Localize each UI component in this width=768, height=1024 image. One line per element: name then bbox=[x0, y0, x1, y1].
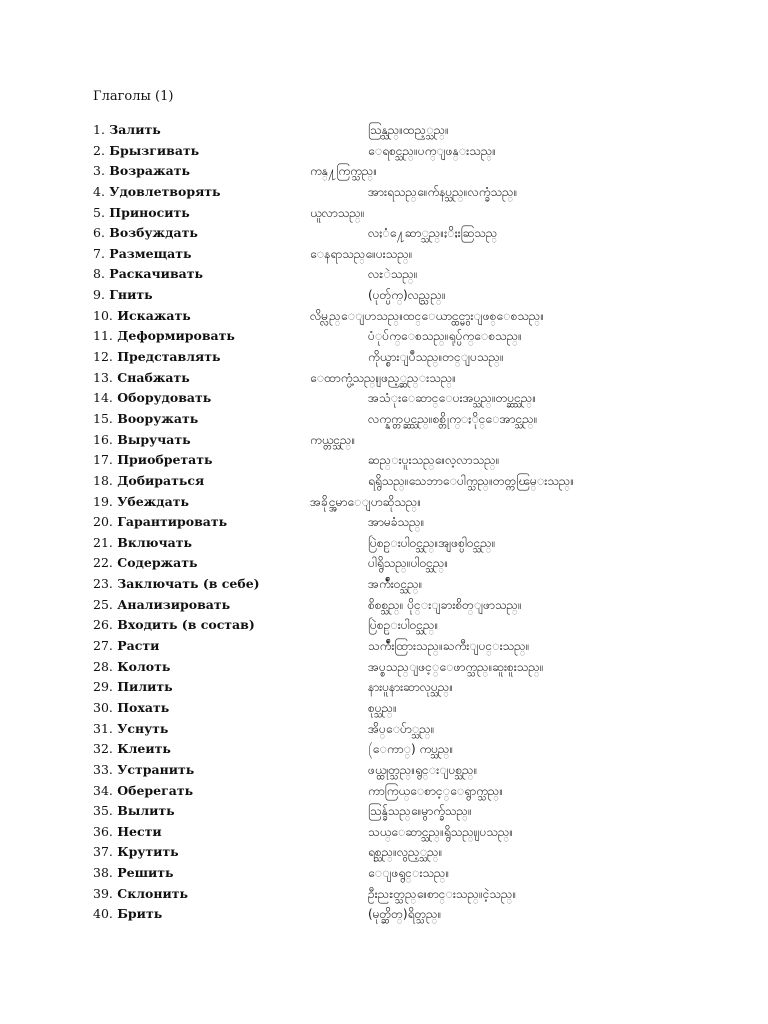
russian-verb bbox=[93, 801, 175, 821]
russian-word: Гнить bbox=[109, 287, 153, 303]
russian-word: Анализировать bbox=[117, 596, 231, 612]
myanmar-translation: အိပ္ေပ်ာ္သည္။ bbox=[368, 721, 435, 736]
myanmar-translation: ပါရွိသည္။ပါဝင္သည္။ bbox=[368, 556, 449, 571]
russian-verb bbox=[93, 492, 189, 512]
russian-verb bbox=[93, 615, 255, 635]
list-item bbox=[0, 657, 768, 678]
item-number: 36. bbox=[93, 823, 113, 839]
russian-word: Залить bbox=[109, 122, 161, 137]
item-number: 5. bbox=[93, 204, 105, 220]
myanmar-translation: ဦးညႊတ္သည္။ေစာင္းသည္။ငဲ့သည္။ bbox=[368, 886, 517, 901]
myanmar-translation: အာမခံသည္။ bbox=[368, 515, 425, 530]
russian-word: Уснуть bbox=[117, 720, 169, 736]
russian-word: Оберегать bbox=[117, 782, 194, 798]
list-item bbox=[0, 512, 768, 533]
myanmar-translation: (ေကာ္) ကပ္သည္။ bbox=[368, 742, 454, 757]
list-item bbox=[0, 264, 768, 285]
myanmar-translation: အားရသည္။ေက်နပ္သည္။လက္ခံသည္။ bbox=[368, 184, 518, 199]
item-number: 29. bbox=[93, 679, 113, 695]
russian-word: Возражать bbox=[109, 163, 190, 179]
item-number: 3. bbox=[93, 163, 105, 179]
item-number: 7. bbox=[93, 245, 105, 261]
myanmar-translation: ကိုယ္စားျပဳသည္။တင္ျပသည္။ bbox=[368, 350, 504, 365]
item-number: 18. bbox=[93, 472, 113, 488]
myanmar-translation: လိမ္လည္ေျပာသည္။ထင္ေယာင္ထင္မွားျဖစ္ေစသည္။ bbox=[310, 308, 545, 323]
russian-word: Устранить bbox=[117, 761, 195, 777]
russian-verb bbox=[93, 161, 190, 181]
myanmar-translation: (ပုတ္ပ်က္)လည္သည္။ bbox=[368, 288, 446, 303]
list-item bbox=[0, 285, 768, 306]
item-number: 10. bbox=[93, 307, 113, 323]
russian-word: Представлять bbox=[117, 349, 221, 365]
russian-verb bbox=[93, 760, 194, 780]
russian-word: Склонить bbox=[117, 885, 189, 901]
russian-verb bbox=[93, 182, 221, 202]
list-item bbox=[0, 306, 768, 327]
russian-verb bbox=[93, 409, 198, 429]
list-item bbox=[0, 904, 768, 925]
russian-verb bbox=[93, 677, 173, 697]
item-number: 9. bbox=[93, 287, 105, 303]
myanmar-translation: အသံုးေဆာင္ေပးအပ္သည္။တပ္ဆင္သည္။ bbox=[368, 391, 537, 406]
russian-verb bbox=[93, 368, 190, 388]
russian-verb bbox=[93, 595, 230, 615]
myanmar-translation: ေထာက္ပံ့သည္။ျဖည့္ဆည္းသည္။ bbox=[310, 370, 457, 385]
item-number: 1. bbox=[93, 122, 105, 137]
item-number: 2. bbox=[93, 142, 105, 158]
myanmar-translation: လက္နက္တပ္ဆင္သည္။စစ္တိုက္ႏိုင္ေအာင္သည္။ bbox=[368, 411, 538, 426]
item-number: 8. bbox=[93, 266, 105, 282]
item-number: 28. bbox=[93, 658, 113, 674]
russian-word: Пилить bbox=[117, 679, 173, 695]
myanmar-translation: (မုတ္ဆိတ္)ရိတ္သည္။ bbox=[368, 907, 442, 922]
russian-verb bbox=[93, 471, 204, 491]
list-item bbox=[0, 781, 768, 802]
russian-verb bbox=[93, 244, 191, 264]
myanmar-translation: ေျဖရွင္းသည္။ bbox=[368, 866, 450, 881]
russian-verb bbox=[93, 533, 192, 553]
russian-word: Добираться bbox=[117, 472, 205, 488]
russian-verb bbox=[93, 512, 227, 532]
list-item bbox=[0, 347, 768, 368]
list-item bbox=[0, 161, 768, 182]
list-item bbox=[0, 760, 768, 781]
russian-verb bbox=[93, 822, 162, 842]
myanmar-translation: ရရွိသည္။သေဘာေပါက္သည္။တတ္ကၽြမ္းသည္။ bbox=[368, 473, 575, 488]
list-item bbox=[0, 244, 768, 265]
list-item bbox=[0, 595, 768, 616]
russian-verb bbox=[93, 203, 190, 223]
item-number: 35. bbox=[93, 803, 113, 819]
myanmar-translation: ကန္႔ကြက္သည္။ bbox=[310, 164, 378, 179]
list-item bbox=[0, 636, 768, 657]
russian-verb bbox=[93, 698, 169, 718]
item-number: 21. bbox=[93, 534, 113, 550]
item-number: 27. bbox=[93, 638, 113, 654]
russian-word: Брить bbox=[117, 906, 163, 922]
myanmar-translation: ကယ္တင္သည္။ bbox=[310, 432, 356, 447]
list-item bbox=[0, 492, 768, 513]
russian-word: Выручать bbox=[117, 431, 191, 447]
russian-verb bbox=[93, 326, 235, 346]
list-item bbox=[0, 739, 768, 760]
russian-verb bbox=[93, 120, 161, 140]
russian-word: Включать bbox=[117, 534, 192, 550]
myanmar-translation: လႈံ႔ေဆာ္သည္။ႏိႈးဆြသည္ bbox=[368, 226, 498, 241]
russian-word: Расти bbox=[117, 638, 160, 654]
item-number: 33. bbox=[93, 761, 113, 777]
russian-word: Раскачивать bbox=[109, 266, 203, 282]
list-item bbox=[0, 182, 768, 203]
russian-word: Деформировать bbox=[117, 328, 235, 344]
russian-word: Вылить bbox=[117, 803, 175, 819]
list-item bbox=[0, 120, 768, 141]
list-item bbox=[0, 615, 768, 636]
myanmar-translation: အပ္စသည္ျဖင့္ေဖာက္သည္။ဆူးစူးသည္။ bbox=[368, 659, 544, 674]
russian-verb bbox=[93, 904, 162, 924]
list-item bbox=[0, 471, 768, 492]
item-number: 13. bbox=[93, 369, 113, 385]
list-item bbox=[0, 203, 768, 224]
item-number: 30. bbox=[93, 699, 113, 715]
myanmar-translation: လႊဲသည္။ bbox=[368, 267, 418, 282]
russian-word: Приносить bbox=[109, 204, 190, 220]
myanmar-translation: ပြဲစဥ္းပါဝင္သည္။ bbox=[368, 618, 439, 633]
list-item bbox=[0, 450, 768, 471]
myanmar-translation: ယူလာသည္။ bbox=[310, 205, 365, 220]
list-item bbox=[0, 884, 768, 905]
myanmar-translation: အက်ဳံးဝင္သည္။ bbox=[368, 577, 423, 592]
russian-verb bbox=[93, 574, 260, 594]
item-number: 34. bbox=[93, 782, 113, 798]
russian-word: Гарантировать bbox=[117, 514, 228, 530]
russian-verb bbox=[93, 636, 159, 656]
myanmar-translation: ပြဲစဥ္းပါဝင္သည္။အျဖစ္ပါဝင္သည္။ bbox=[368, 535, 496, 550]
page-title: Глаголы (1) bbox=[93, 89, 174, 104]
item-number: 32. bbox=[93, 741, 113, 757]
russian-word: Снабжать bbox=[117, 369, 190, 385]
myanmar-translation: ေရစင္သည္။ပက္ျဖန္းသည္။ bbox=[368, 143, 497, 158]
list-item bbox=[0, 533, 768, 554]
item-number: 40. bbox=[93, 906, 113, 922]
item-number: 26. bbox=[93, 617, 113, 633]
item-number: 11. bbox=[93, 328, 113, 344]
myanmar-translation: ရစ္သည္။လွည့္သည္။ bbox=[368, 845, 443, 860]
russian-verb bbox=[93, 285, 153, 305]
russian-word: Заключать (в себе) bbox=[117, 576, 260, 592]
myanmar-translation: သယ္ေဆာင္သည္။ရွိသည္။ျပသည္။ bbox=[368, 824, 514, 839]
russian-verb bbox=[93, 842, 179, 862]
russian-word: Похать bbox=[117, 699, 170, 715]
myanmar-translation: ေနရာသည္။ေပးသည္။ bbox=[310, 246, 413, 261]
myanmar-translation: ကာကြယ္ေစာင့္ေရွာက္သည္။ bbox=[368, 783, 504, 798]
russian-word: Оборудовать bbox=[117, 390, 212, 406]
item-number: 39. bbox=[93, 885, 113, 901]
item-number: 6. bbox=[93, 225, 105, 241]
russian-verb bbox=[93, 223, 198, 243]
list-item bbox=[0, 368, 768, 389]
myanmar-translation: သြန္သည္။ထည့္သည္။ bbox=[368, 123, 449, 137]
list-item bbox=[0, 677, 768, 698]
item-number: 19. bbox=[93, 493, 113, 509]
russian-word: Содержать bbox=[117, 555, 198, 571]
russian-verb bbox=[93, 306, 191, 326]
myanmar-translation: ဆည္းပူးသည္။ေလ့လာသည္။ bbox=[368, 453, 500, 468]
item-number: 22. bbox=[93, 555, 113, 571]
russian-verb bbox=[93, 141, 199, 161]
list-item bbox=[0, 574, 768, 595]
russian-word: Искажать bbox=[117, 307, 191, 323]
item-number: 23. bbox=[93, 576, 113, 592]
russian-word: Приобретать bbox=[117, 452, 213, 468]
myanmar-translation: ဖယ္ထုတ္သည္။ရွင္းျပစ္သည္။ bbox=[368, 762, 478, 777]
russian-verb bbox=[93, 430, 191, 450]
russian-word: Размещать bbox=[109, 245, 192, 261]
russian-word: Колоть bbox=[117, 658, 171, 674]
russian-word: Возбуждать bbox=[109, 225, 198, 241]
russian-verb bbox=[93, 863, 174, 883]
russian-word: Крутить bbox=[117, 844, 179, 860]
item-number: 25. bbox=[93, 596, 113, 612]
russian-word: Вооружать bbox=[117, 410, 199, 426]
list-item bbox=[0, 719, 768, 740]
list-item bbox=[0, 553, 768, 574]
russian-verb bbox=[93, 388, 211, 408]
list-item bbox=[0, 326, 768, 347]
russian-verb bbox=[93, 781, 193, 801]
russian-verb bbox=[93, 450, 213, 470]
russian-verb bbox=[93, 347, 221, 367]
item-number: 17. bbox=[93, 452, 113, 468]
item-number: 14. bbox=[93, 390, 113, 406]
list-item bbox=[0, 822, 768, 843]
list-item bbox=[0, 863, 768, 884]
myanmar-translation: အခိုင္အမာေျပာဆိုသည္။ bbox=[310, 494, 422, 509]
item-number: 16. bbox=[93, 431, 113, 447]
item-number: 15. bbox=[93, 410, 113, 426]
russian-word: Решить bbox=[117, 865, 174, 881]
myanmar-translation: နားပူနားဆာလုပ္သည္။ bbox=[368, 680, 454, 695]
russian-word: Брызгивать bbox=[109, 142, 200, 158]
list-item bbox=[0, 388, 768, 409]
russian-verb bbox=[93, 264, 203, 284]
item-number: 4. bbox=[93, 183, 105, 199]
myanmar-translation: စုပ္သည္။ bbox=[368, 700, 397, 715]
list-item bbox=[0, 141, 768, 162]
list-item bbox=[0, 430, 768, 451]
myanmar-translation: ပံုပ်က္ေစသည္။ရုပ္ပ်က္ေစသည္။ bbox=[368, 329, 522, 344]
list-item bbox=[0, 409, 768, 430]
item-number: 37. bbox=[93, 844, 113, 860]
item-number: 12. bbox=[93, 349, 113, 365]
item-number: 38. bbox=[93, 865, 113, 881]
list-item bbox=[0, 801, 768, 822]
vocabulary-list bbox=[0, 120, 768, 925]
russian-word: Нести bbox=[117, 823, 162, 839]
russian-word: Убеждать bbox=[117, 493, 189, 509]
myanmar-translation: စိစစ္သည္။ ပိုင္းျခားစိတ္ျဖာသည္။ bbox=[368, 597, 522, 612]
russian-verb bbox=[93, 553, 198, 573]
russian-verb bbox=[93, 739, 171, 759]
russian-verb bbox=[93, 719, 168, 739]
item-number: 31. bbox=[93, 720, 113, 736]
russian-word: Клеить bbox=[117, 741, 171, 757]
list-item bbox=[0, 698, 768, 719]
russian-word: Удовлетворять bbox=[109, 183, 221, 199]
myanmar-translation: သြန္ခ်သည္။ေမွာက္ခ်သည္။ bbox=[368, 804, 472, 819]
russian-word: Входить (в состав) bbox=[117, 617, 255, 633]
item-number: 20. bbox=[93, 514, 113, 530]
list-item bbox=[0, 842, 768, 863]
list-item bbox=[0, 223, 768, 244]
russian-verb bbox=[93, 884, 188, 904]
russian-verb bbox=[93, 657, 170, 677]
myanmar-translation: သက်ဳံးထြားသည္။ႀကီးျပင္းသည္။ bbox=[368, 639, 530, 654]
